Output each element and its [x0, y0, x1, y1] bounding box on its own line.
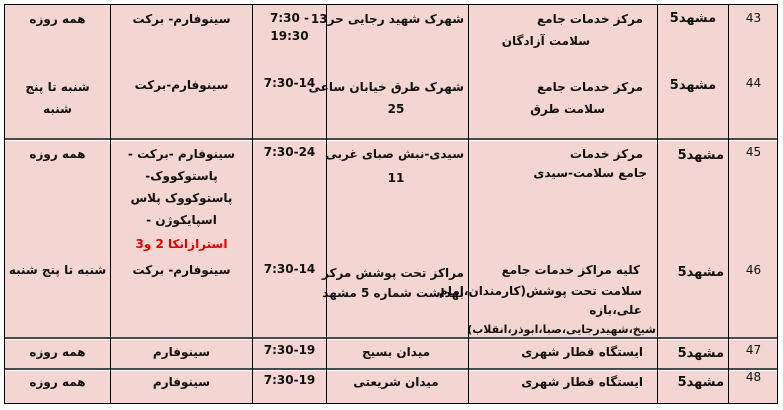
vaccines-line: سینوفارم-برکت	[134, 78, 229, 92]
center-name-line: مرکز خدمات جامع	[536, 12, 643, 26]
hours-line: 7:30-19	[263, 343, 316, 357]
days-cell: همه روزه	[29, 147, 86, 161]
days-cell: همه روزه	[29, 375, 86, 389]
center-name-line: ایستگاه قطار شهری	[521, 345, 643, 359]
center-name-line: مرکز خدمات جامع	[536, 80, 643, 94]
hours-line: 7:30-14	[263, 76, 316, 90]
vaccines-line: اسپایکوژن -	[146, 213, 217, 227]
row-number: 45	[745, 145, 762, 159]
city-cell: مشهد5	[677, 265, 724, 280]
address-line: سیدی-نبش صبای غربی	[325, 147, 464, 161]
hours-line: 7:30-14	[263, 262, 316, 276]
center-name-line: جامع سلامت-سیدی	[533, 166, 647, 180]
vaccines-line: سینوفارم- برکت	[132, 12, 231, 26]
vaccines-line: پاستوکووک پلاس	[130, 191, 233, 205]
hours-line: 7:30-19	[263, 373, 316, 387]
address-line: 11	[387, 171, 405, 185]
center-name-line: سلامت طرق	[530, 102, 605, 116]
vaccines-line: سینوفارم -برکت -	[127, 147, 236, 161]
row-number: 44	[745, 76, 762, 90]
center-name-line: ایستگاه قطار شهری	[521, 375, 643, 389]
city-cell: مشهد5	[669, 78, 717, 93]
days-cell: همه روزه	[29, 345, 86, 359]
city-cell: مشهد5	[677, 346, 724, 361]
hours-line: 7:30 -	[269, 11, 309, 25]
city-cell: مشهد5	[677, 375, 724, 390]
address-line: شهرک طرق خیابان ساعی	[308, 80, 464, 94]
address-line: بهداشت شماره 5 مشهد	[322, 286, 464, 300]
vaccines-highlight-line: استرازانکا 2 و3	[135, 237, 228, 251]
city-cell: مشهد5	[669, 11, 717, 26]
center-name-line: سلامت آزادگان	[501, 34, 590, 48]
vaccines-line: پاستوکووک-	[145, 169, 218, 183]
address-line: میدان بسیج	[361, 345, 431, 359]
row-number: 48	[745, 370, 762, 384]
center-name-line: سلامت تحت پوشش(کارمندان،امام	[439, 284, 642, 298]
center-name-line: مرکز خدمات	[569, 147, 643, 161]
days-cell: شنبه تا پنج شنبه	[8, 263, 107, 277]
days-line: شنبه تا پنج	[25, 80, 90, 94]
vaccines-line: سینوفارم	[152, 345, 211, 359]
city-cell: مشهد5	[677, 148, 724, 163]
address-line: میدان شریعتی	[353, 375, 439, 389]
hours-line: 7:30-24	[263, 145, 316, 159]
address-line: 25	[387, 102, 405, 116]
hours-line: 19:30	[270, 29, 309, 43]
vaccines-line: سینوفارم	[152, 375, 211, 389]
days-cell: همه روزه	[29, 12, 86, 26]
address-line: مراکز تحت پوشش مرکز	[322, 266, 464, 280]
vaccines-line: سینوفارم- برکت	[132, 263, 231, 277]
row-number: 46	[745, 263, 762, 277]
address-line: شهرک شهید رجایی حر13	[310, 12, 464, 26]
row-number: 47	[745, 343, 762, 357]
center-name-line: علی،بازه	[589, 303, 642, 317]
center-name-line: کلیه مراکز خدمات جامع	[501, 263, 640, 277]
days-line: شنبه	[43, 102, 72, 116]
row-number: 43	[745, 11, 762, 25]
center-name-line: شیخ،شهیدرجایی،صبا،ابوذر،انقلاب)	[467, 323, 656, 336]
